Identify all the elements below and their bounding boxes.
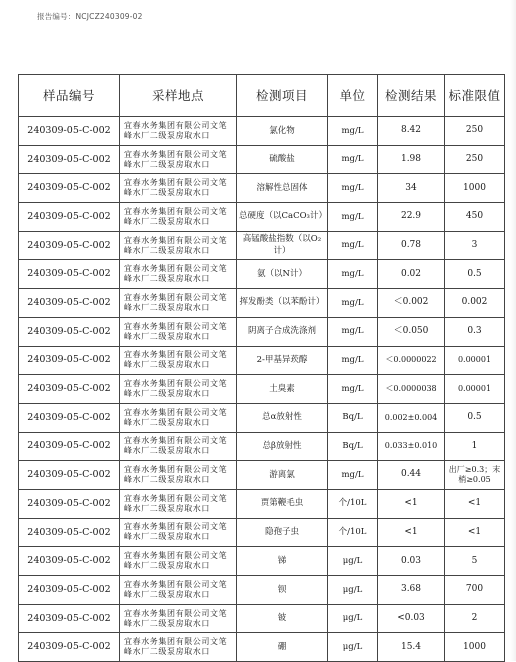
cell-result: 0.02	[378, 260, 445, 289]
table-row	[19, 117, 505, 146]
cell-location: 宜春水务集团有限公司文笔峰水厂二级泵房取水口	[120, 547, 237, 576]
table-row	[19, 346, 505, 375]
report-number: 报告编号：NCJCZ240309-02	[37, 12, 143, 21]
table-row	[19, 174, 505, 203]
cell-item: 硫酸盐	[237, 145, 328, 174]
cell-unit: μg/L	[328, 604, 378, 633]
cell-item: 钡	[237, 576, 328, 605]
cell-result: ＜0.0000022	[378, 346, 445, 375]
cell-sample-id: 240309-05-C-002	[19, 633, 120, 662]
cell-item: 硼	[237, 633, 328, 662]
header-unit: 单位	[328, 75, 378, 117]
cell-limit: 1000	[445, 633, 505, 662]
cell-sample-id: 240309-05-C-002	[19, 203, 120, 232]
cell-sample-id: 240309-05-C-002	[19, 489, 120, 518]
cell-limit: 0.002	[445, 289, 505, 318]
cell-limit: 700	[445, 576, 505, 605]
cell-sample-id: 240309-05-C-002	[19, 518, 120, 547]
cell-location: 宜春水务集团有限公司文笔峰水厂二级泵房取水口	[120, 432, 237, 461]
cell-unit: mg/L	[328, 346, 378, 375]
cell-unit: mg/L	[328, 117, 378, 146]
cell-result: <1	[378, 518, 445, 547]
cell-limit: 450	[445, 203, 505, 232]
cell-unit: mg/L	[328, 375, 378, 404]
cell-result: ＜0.0000038	[378, 375, 445, 404]
table-row	[19, 489, 505, 518]
cell-result: 8.42	[378, 117, 445, 146]
cell-location: 宜春水务集团有限公司文笔峰水厂二级泵房取水口	[120, 145, 237, 174]
cell-limit: 250	[445, 145, 505, 174]
cell-limit: <1	[445, 518, 505, 547]
cell-sample-id: 240309-05-C-002	[19, 145, 120, 174]
table-row	[19, 260, 505, 289]
cell-item: 土臭素	[237, 375, 328, 404]
cell-result: 3.68	[378, 576, 445, 605]
table-row	[19, 518, 505, 547]
cell-sample-id: 240309-05-C-002	[19, 432, 120, 461]
cell-location: 宜春水务集团有限公司文笔峰水厂二级泵房取水口	[120, 576, 237, 605]
cell-location: 宜春水务集团有限公司文笔峰水厂二级泵房取水口	[120, 203, 237, 232]
table-row	[19, 403, 505, 432]
cell-limit: 2	[445, 604, 505, 633]
table-body	[19, 117, 505, 662]
table-row	[19, 289, 505, 318]
cell-result: 0.03	[378, 547, 445, 576]
cell-item: 挥发酚类（以苯酚计）	[237, 289, 328, 318]
cell-sample-id: 240309-05-C-002	[19, 260, 120, 289]
table-row	[19, 231, 505, 260]
cell-item: 贾第鞭毛虫	[237, 489, 328, 518]
cell-unit: mg/L	[328, 174, 378, 203]
cell-unit: 个/10L	[328, 489, 378, 518]
cell-limit: 0.00001	[445, 375, 505, 404]
cell-limit: 0.3	[445, 317, 505, 346]
cell-sample-id: 240309-05-C-002	[19, 289, 120, 318]
test-results-table	[18, 74, 505, 662]
cell-item: 隐孢子虫	[237, 518, 328, 547]
cell-location: 宜春水务集团有限公司文笔峰水厂二级泵房取水口	[120, 117, 237, 146]
cell-sample-id: 240309-05-C-002	[19, 547, 120, 576]
cell-unit: μg/L	[328, 633, 378, 662]
header-sample-id: 样品编号	[19, 75, 120, 117]
cell-result: ＜0.002	[378, 289, 445, 318]
cell-result: 1.98	[378, 145, 445, 174]
cell-limit: 5	[445, 547, 505, 576]
cell-limit: 250	[445, 117, 505, 146]
cell-item: 铍	[237, 604, 328, 633]
cell-limit: 3	[445, 231, 505, 260]
cell-item: 氨（以N计）	[237, 260, 328, 289]
cell-location: 宜春水务集团有限公司文笔峰水厂二级泵房取水口	[120, 317, 237, 346]
cell-limit: <1	[445, 489, 505, 518]
cell-location: 宜春水务集团有限公司文笔峰水厂二级泵房取水口	[120, 489, 237, 518]
cell-sample-id: 240309-05-C-002	[19, 346, 120, 375]
cell-item: 2-甲基异莰醇	[237, 346, 328, 375]
cell-unit: Bq/L	[328, 403, 378, 432]
table-row	[19, 145, 505, 174]
cell-unit: Bq/L	[328, 432, 378, 461]
cell-limit: 1	[445, 432, 505, 461]
cell-unit: μg/L	[328, 576, 378, 605]
cell-sample-id: 240309-05-C-002	[19, 604, 120, 633]
cell-limit: 0.5	[445, 260, 505, 289]
table-header-row	[19, 75, 505, 117]
header-item: 检测项目	[237, 75, 328, 117]
cell-unit: mg/L	[328, 317, 378, 346]
cell-item: 总β放射性	[237, 432, 328, 461]
cell-result: 34	[378, 174, 445, 203]
table-row	[19, 604, 505, 633]
cell-limit: 0.5	[445, 403, 505, 432]
cell-sample-id: 240309-05-C-002	[19, 317, 120, 346]
cell-result: <1	[378, 489, 445, 518]
cell-unit: μg/L	[328, 547, 378, 576]
cell-item: 锑	[237, 547, 328, 576]
cell-unit: mg/L	[328, 260, 378, 289]
cell-item: 总硬度（以CaCO₃计）	[237, 203, 328, 232]
cell-item: 高锰酸盐指数（以O₂计）	[237, 231, 328, 260]
cell-sample-id: 240309-05-C-002	[19, 461, 120, 490]
header-location: 采样地点	[120, 75, 237, 117]
cell-unit: mg/L	[328, 461, 378, 490]
cell-location: 宜春水务集团有限公司文笔峰水厂二级泵房取水口	[120, 260, 237, 289]
cell-unit: mg/L	[328, 289, 378, 318]
cell-unit: mg/L	[328, 203, 378, 232]
cell-location: 宜春水务集团有限公司文笔峰水厂二级泵房取水口	[120, 518, 237, 547]
cell-location: 宜春水务集团有限公司文笔峰水厂二级泵房取水口	[120, 403, 237, 432]
cell-location: 宜春水务集团有限公司文笔峰水厂二级泵房取水口	[120, 633, 237, 662]
cell-result: 15.4	[378, 633, 445, 662]
cell-location: 宜春水务集团有限公司文笔峰水厂二级泵房取水口	[120, 346, 237, 375]
cell-sample-id: 240309-05-C-002	[19, 117, 120, 146]
cell-unit: 个/10L	[328, 518, 378, 547]
table-row	[19, 203, 505, 232]
cell-unit: mg/L	[328, 145, 378, 174]
table-row	[19, 432, 505, 461]
cell-sample-id: 240309-05-C-002	[19, 576, 120, 605]
cell-location: 宜春水务集团有限公司文笔峰水厂二级泵房取水口	[120, 289, 237, 318]
cell-result: 0.002±0.004	[378, 403, 445, 432]
header-limit: 标准限值	[445, 75, 505, 117]
cell-location: 宜春水务集团有限公司文笔峰水厂二级泵房取水口	[120, 604, 237, 633]
cell-item: 游离氯	[237, 461, 328, 490]
cell-limit: 出厂≥0.3；末梢≥0.05	[445, 461, 505, 490]
cell-item: 阴离子合成洗涤剂	[237, 317, 328, 346]
cell-location: 宜春水务集团有限公司文笔峰水厂二级泵房取水口	[120, 231, 237, 260]
table-row	[19, 633, 505, 662]
table-row	[19, 461, 505, 490]
cell-sample-id: 240309-05-C-002	[19, 231, 120, 260]
cell-item: 氯化物	[237, 117, 328, 146]
cell-location: 宜春水务集团有限公司文笔峰水厂二级泵房取水口	[120, 375, 237, 404]
cell-location: 宜春水务集团有限公司文笔峰水厂二级泵房取水口	[120, 174, 237, 203]
cell-result: 22.9	[378, 203, 445, 232]
cell-result: 0.78	[378, 231, 445, 260]
cell-result: 0.44	[378, 461, 445, 490]
table-row	[19, 375, 505, 404]
cell-result: ＜0.050	[378, 317, 445, 346]
cell-sample-id: 240309-05-C-002	[19, 375, 120, 404]
cell-sample-id: 240309-05-C-002	[19, 174, 120, 203]
cell-result: 0.033±0.010	[378, 432, 445, 461]
cell-unit: mg/L	[328, 231, 378, 260]
cell-limit: 1000	[445, 174, 505, 203]
cell-item: 溶解性总固体	[237, 174, 328, 203]
page-edge-shadow	[510, 0, 516, 661]
header-result: 检测结果	[378, 75, 445, 117]
table-row	[19, 576, 505, 605]
table-row	[19, 317, 505, 346]
cell-location: 宜春水务集团有限公司文笔峰水厂二级泵房取水口	[120, 461, 237, 490]
cell-item: 总α放射性	[237, 403, 328, 432]
table-row	[19, 547, 505, 576]
cell-limit: 0.00001	[445, 346, 505, 375]
cell-result: <0.03	[378, 604, 445, 633]
cell-sample-id: 240309-05-C-002	[19, 403, 120, 432]
